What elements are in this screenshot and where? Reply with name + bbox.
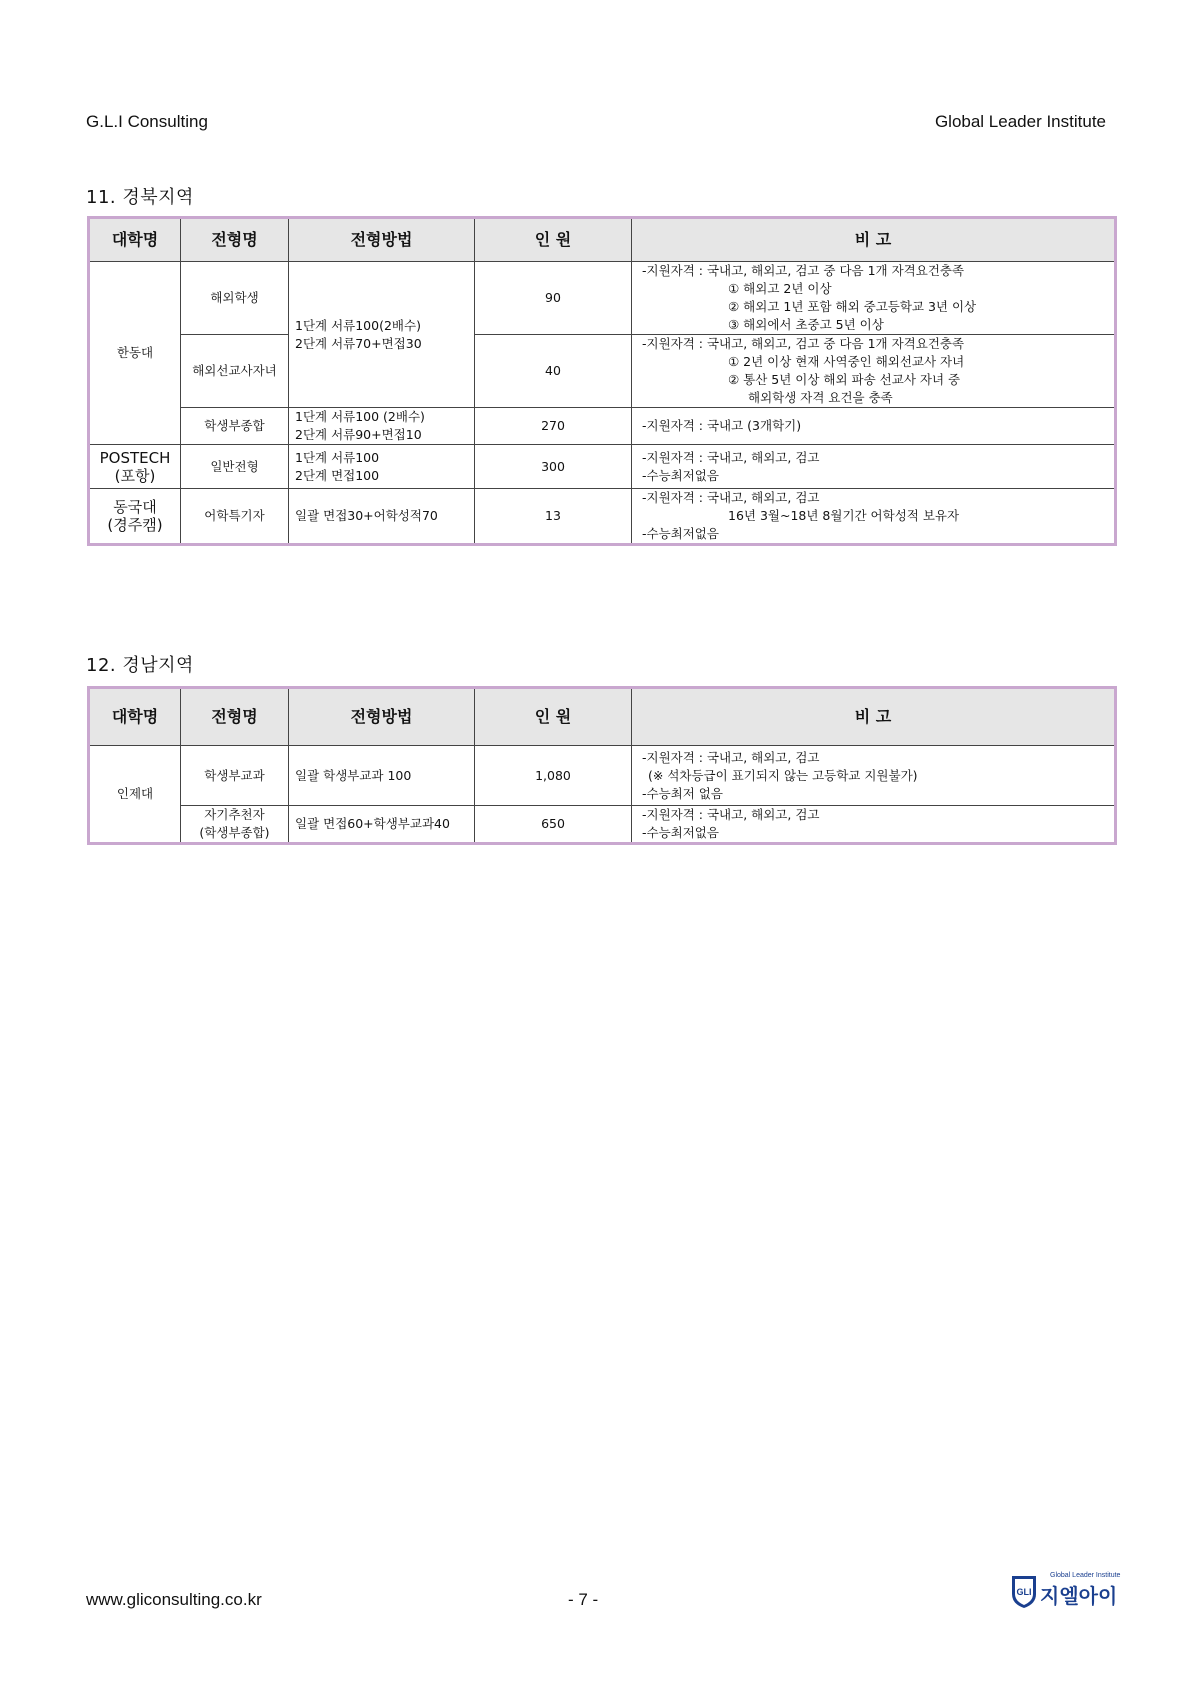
col-univ: 대학명 (89, 688, 181, 746)
admission-note: -지원자격 : 국내고 (3개학기) (632, 408, 1116, 445)
table-row (89, 335, 1116, 408)
admission-type: 자기추천자 (학생부종합) (181, 806, 289, 844)
univ-name: POSTECH (포항) (89, 445, 181, 489)
col-count: 인 원 (475, 218, 632, 262)
admission-note: -지원자격 : 국내고, 해외고, 검고 중 다음 1개 자격요건충족 ① 2년 이상 현재 사역중인 해외선교사 자녀 ② 통산 5년 이상 해외 파송 선교사 자녀 중 해외학생 자격 요건을 충족 (632, 335, 1116, 408)
col-note: 비 고 (632, 218, 1116, 262)
admission-note: -지원자격 : 국내고, 해외고, 검고 -수능최저없음 (632, 806, 1116, 844)
col-univ: 대학명 (89, 218, 181, 262)
admission-type: 학생부교과 (181, 746, 289, 806)
table-row (89, 489, 1116, 545)
admission-count: 270 (475, 408, 632, 445)
admission-type: 어학특기자 (181, 489, 289, 545)
admission-count: 300 (475, 445, 632, 489)
logo-subtitle: Global Leader Institute (1050, 1572, 1121, 1579)
univ-name: 한동대 (89, 262, 181, 445)
section-11-title: 11. 경북지역 (86, 187, 194, 208)
table-row (89, 262, 1116, 335)
admission-type: 학생부종합 (181, 408, 289, 445)
admission-method: 1단계 서류100 (2배수) 2단계 서류90+면접10 (289, 408, 475, 445)
univ-name: 동국대 (경주캠) (89, 489, 181, 545)
table-row (89, 445, 1116, 489)
admission-count: 13 (475, 489, 632, 545)
section-12-title: 12. 경남지역 (86, 655, 194, 676)
admission-note: -지원자격 : 국내고, 해외고, 검고 16년 3월~18년 8월기간 어학성적 보유자 -수능최저없음 (632, 489, 1116, 545)
admission-type: 해외학생 (181, 262, 289, 335)
admission-note: -지원자격 : 국내고, 해외고, 검고 (※ 석차등급이 표기되지 않는 고등학교 지원불가) -수능최저 없음 (632, 746, 1116, 806)
col-type: 전형명 (181, 688, 289, 746)
header-right: Global Leader Institute (934, 112, 1106, 131)
admission-note: -지원자격 : 국내고, 해외고, 검고 중 다음 1개 자격요건충족 ① 해외고 2년 이상 ② 해외고 1년 포함 해외 중고등학교 3년 이상 ③ 해외에서 초중고 5년 이상 (632, 262, 1116, 335)
page-number: - 7 - (568, 1590, 599, 1609)
col-count: 인 원 (475, 688, 632, 746)
header-left: G.L.I Consulting (86, 112, 208, 131)
footer-url[interactable]: www.gliconsulting.co.kr (86, 1590, 262, 1609)
logo-mark: GLI (1016, 1587, 1032, 1597)
col-note: 비 고 (632, 688, 1116, 746)
col-type: 전형명 (181, 218, 289, 262)
admission-method: 일괄 면접30+어학성적70 (289, 489, 475, 545)
table-row (89, 408, 1116, 445)
admission-method: 1단계 서류100 2단계 면접100 (289, 445, 475, 489)
admission-method: 일괄 학생부교과 100 (289, 746, 475, 806)
table-gyeongnam (87, 686, 1117, 845)
admission-count: 1,080 (475, 746, 632, 806)
table-row (89, 806, 1116, 844)
table-row (89, 746, 1116, 806)
admission-method: 1단계 서류100(2배수) 2단계 서류70+면접30 (289, 262, 475, 408)
univ-name: 인제대 (89, 746, 181, 844)
table-gyeongbuk (87, 216, 1117, 546)
admission-method: 일괄 면접60+학생부교과40 (289, 806, 475, 844)
admission-type: 일반전형 (181, 445, 289, 489)
col-method: 전형방법 (289, 688, 475, 746)
admission-count: 650 (475, 806, 632, 844)
col-method: 전형방법 (289, 218, 475, 262)
admission-note: -지원자격 : 국내고, 해외고, 검고 -수능최저없음 (632, 445, 1116, 489)
logo-text: 지엘아이 (1040, 1584, 1118, 1608)
admission-type: 해외선교사자녀 (181, 335, 289, 408)
admission-count: 90 (475, 262, 632, 335)
admission-count: 40 (475, 335, 632, 408)
